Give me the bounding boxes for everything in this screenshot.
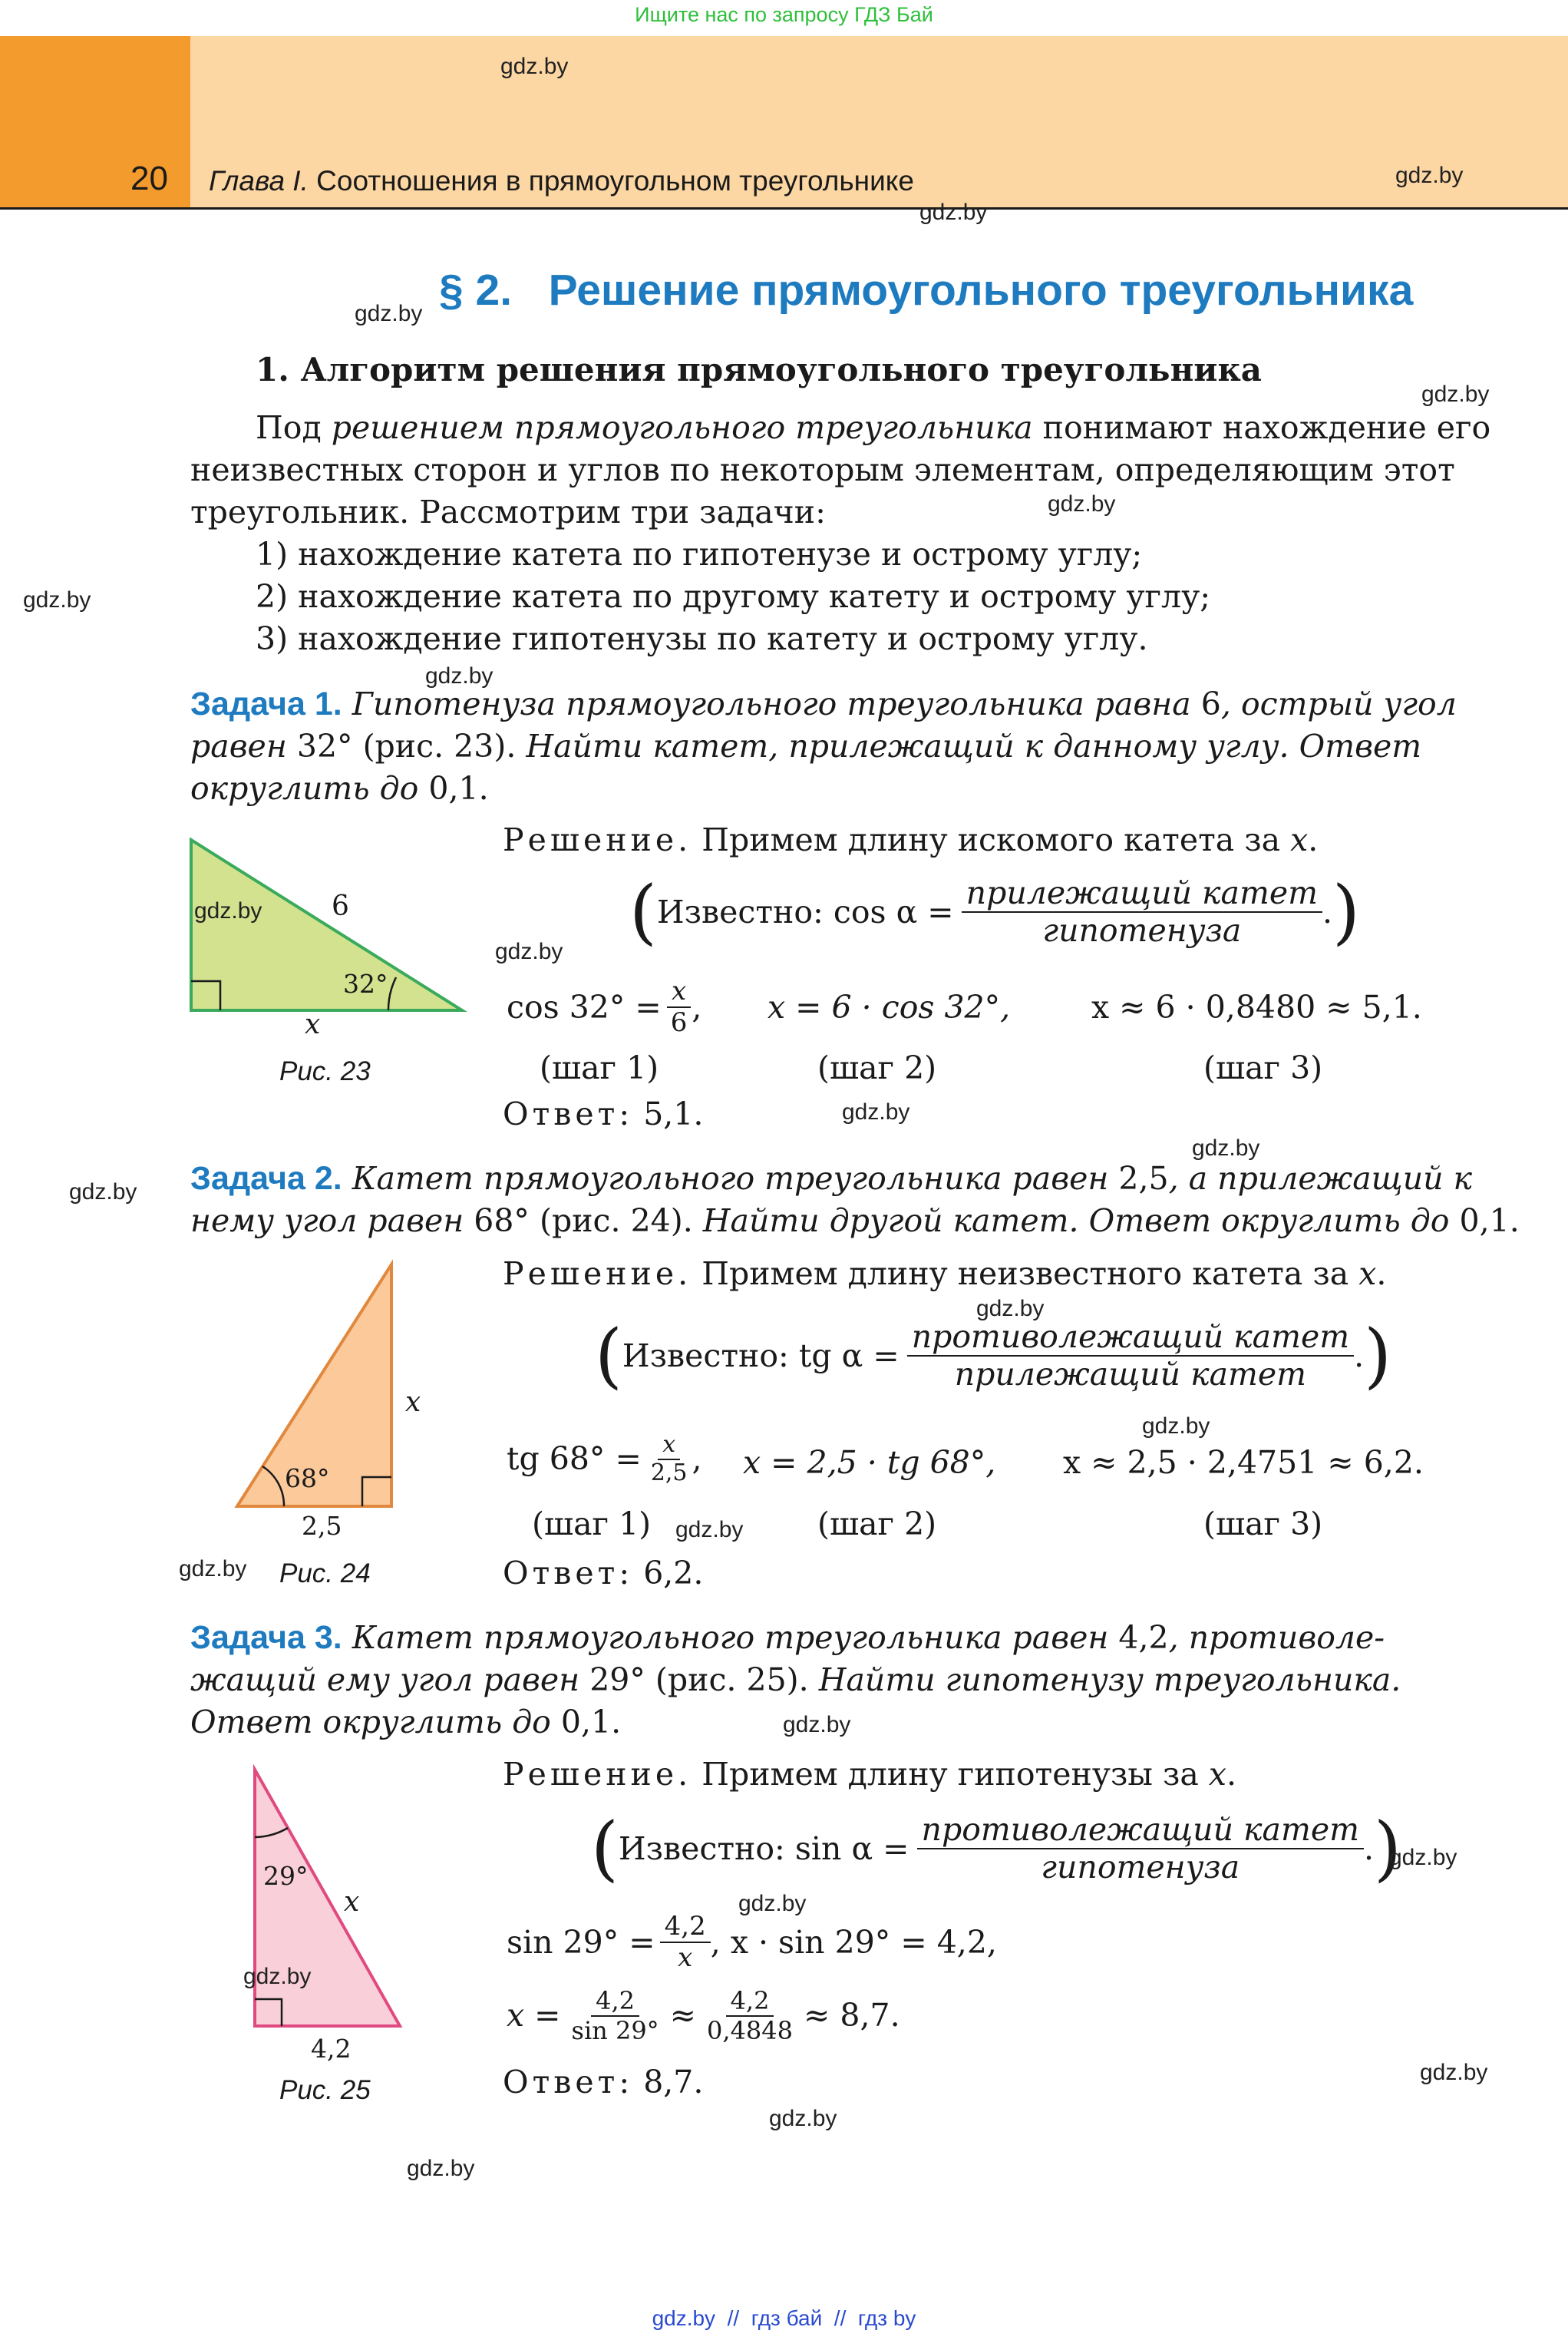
paren-right: ) <box>1332 871 1360 954</box>
task1-eq3: x ≈ 6 · 0,8480 ≈ 5,1. <box>1091 989 1422 1026</box>
fraction-numerator: противолежащий катет <box>917 1812 1364 1849</box>
watermark: gdz.by <box>179 1556 247 1581</box>
answer-value: 6,2. <box>643 1555 704 1591</box>
task2-text: Найти другой катет. Ответ округлить до <box>692 1202 1460 1239</box>
fraction-denominator: гипотенуза <box>1042 912 1242 950</box>
task1-step1: (шаг 1) <box>540 1049 659 1086</box>
watermark: gdz.by <box>69 1179 137 1205</box>
task2-statement <box>190 1158 1520 1242</box>
task3-eq1: sin 29° = $\frac{4,2}{x}$ , x · sin 29° = 4,2, <box>507 1911 997 1974</box>
task1-label: Задача 1. <box>190 686 342 722</box>
fig24-opp-label: x <box>405 1386 421 1418</box>
paren-left: ( <box>595 1314 622 1397</box>
watermark: gdz.by <box>1048 491 1116 517</box>
top-banner: Ищите нас по запросу ГДЗ Бай <box>635 3 933 26</box>
eq2-lhs: x = <box>507 1997 561 2034</box>
watermark: gdz.by <box>1421 382 1490 407</box>
intro-paragraph <box>190 407 1491 660</box>
watermark: gdz.by <box>500 54 569 79</box>
fraction-numerator: 4,2 <box>660 1912 711 1943</box>
fig25-angle-label: 29° <box>263 1861 309 1891</box>
task3-text: Катет прямоугольного треугольника равен <box>352 1619 1119 1656</box>
eq2-result: ≈ 8,7. <box>804 1997 900 2034</box>
list-item: 2) нахождение катета по другому катету и острому углу; <box>256 578 1211 615</box>
watermark: gdz.by <box>495 939 563 964</box>
fig24-angle-label: 68° <box>285 1463 330 1493</box>
known-fraction <box>917 1812 1364 1886</box>
watermark: gdz.by <box>675 1517 744 1542</box>
task2-text: Катет прямоугольного треугольника равен <box>352 1160 1119 1197</box>
task2-eq2: x = 2,5 · tg 68°, <box>743 1444 996 1481</box>
paren-right: ) <box>1374 1807 1401 1890</box>
section-title: Решение прямоугольного треугольника <box>548 266 1414 315</box>
eq1: tg 68° = <box>507 1440 642 1477</box>
watermark: gdz.by <box>919 200 988 225</box>
intro-text: Под <box>256 409 332 446</box>
known-label: Известно: sin α = <box>618 1829 909 1867</box>
task3-answer <box>503 2061 703 2104</box>
watermark: gdz.by <box>842 1099 910 1125</box>
known-label: Известно: tg α = <box>622 1337 900 1374</box>
task1-answer <box>503 1093 703 1135</box>
task2-value: 0,1. <box>1459 1202 1520 1239</box>
task1-text: равен <box>190 728 297 765</box>
intro-term: решением прямоугольного треугольника <box>331 409 1033 446</box>
fig25-hyp-label: x <box>344 1886 360 1918</box>
task2-text: нему угол равен <box>190 1202 474 1239</box>
eq1-fraction <box>666 977 692 1038</box>
section-number: § 2. <box>439 266 513 315</box>
watermark: gdz.by <box>1389 1845 1457 1870</box>
fig24-adj-label: 2,5 <box>302 1511 342 1541</box>
task1-equations: cos 32° = $\frac{x}{6}$ , <box>507 976 702 1039</box>
paren-left: ( <box>591 1807 619 1890</box>
task2-equations: tg 68° = $\frac{x}{2,5}$ , <box>507 1431 702 1486</box>
paren-left: ( <box>629 871 657 954</box>
task3-ref: 29° (рис. 25). <box>589 1661 809 1698</box>
solution-text: Примем длину искомого катета за <box>692 821 1291 858</box>
watermark: gdz.by <box>783 1712 851 1737</box>
watermark: gdz.by <box>1192 1135 1260 1161</box>
task3-text: , противоле- <box>1168 1619 1385 1656</box>
watermark: gdz.by <box>243 1964 312 1989</box>
fraction-denominator: 0,4848 <box>707 2015 793 2045</box>
solution-text: Примем длину гипотенузы за <box>692 1756 1209 1793</box>
task2-text: , а прилежащий к <box>1168 1160 1473 1197</box>
watermark: gdz.by <box>425 663 494 689</box>
task3-eq2 <box>507 1987 900 2045</box>
eq2-fraction-1 <box>567 1987 664 2045</box>
task2-step3: (шаг 3) <box>1203 1505 1323 1542</box>
watermark: gdz.by <box>1142 1413 1210 1439</box>
task3-solution: Решение. Примем длину гипотенузы за x. <box>503 1756 1236 1793</box>
period: . <box>1354 1337 1365 1374</box>
solution-label: Решение. <box>503 821 692 858</box>
task3-label: Задача 3. <box>190 1619 342 1656</box>
task1-text: Найти катет, прилежащий к данному углу. Ответ <box>516 728 1422 765</box>
intro-line-2: неизвестных сторон и углов по некоторым элементам, определяющим этот <box>190 451 1455 488</box>
fig23-angle-label: 32° <box>343 969 388 999</box>
fraction-numerator: прилежащий катет <box>962 875 1322 913</box>
answer-value: 8,7. <box>643 2064 704 2100</box>
fig25-leg-label: 4,2 <box>311 2034 352 2064</box>
fig23-leg-label: x <box>305 1009 321 1040</box>
solution-label: Решение. <box>503 1756 692 1793</box>
intro-line-3: треугольник. Рассмотрим три задачи: <box>190 494 826 530</box>
task2-answer <box>503 1552 703 1595</box>
solution-text: Примем длину неизвестного катета за <box>692 1255 1359 1292</box>
watermark: gdz.by <box>769 2106 837 2131</box>
task1-statement <box>190 683 1457 810</box>
task1-text: Гипотенуза прямоугольного треугольника равна <box>352 686 1201 722</box>
task1-text: округлить до <box>190 770 429 807</box>
task1-value: 6 <box>1200 686 1221 722</box>
fraction-denominator: прилежащий катет <box>954 1356 1307 1393</box>
triangle-green <box>191 840 462 1010</box>
task2-solution: Решение. Примем длину неизвестного катета за x. <box>503 1255 1387 1292</box>
task1-step3: (шаг 3) <box>1203 1049 1323 1086</box>
task2-known <box>595 1314 1392 1397</box>
fraction-denominator: sin 29° <box>571 2015 659 2045</box>
known-fraction <box>907 1319 1354 1393</box>
eq1: sin 29° = <box>507 1923 655 1961</box>
fig23-hyp-label: 6 <box>332 891 349 922</box>
chapter-title: Соотношения в прямоугольном треугольнике <box>316 165 914 197</box>
task2-label: Задача 2. <box>190 1160 342 1197</box>
task3-value: 4,2 <box>1118 1619 1169 1656</box>
paren-right: ) <box>1364 1314 1392 1397</box>
fraction-numerator: 4,2 <box>726 1987 774 2017</box>
answer-label: Ответ: <box>503 1096 634 1132</box>
task3-value: 0,1. <box>560 1704 622 1740</box>
solution-label: Решение. <box>503 1255 692 1292</box>
list-item: 3) нахождение гипотенузы по катету и острому углу. <box>256 620 1148 657</box>
chapter-label: Глава I. <box>209 165 309 197</box>
list-item: 1) нахождение катета по гипотенузе и острому углу; <box>256 536 1143 573</box>
figure-23 <box>184 833 476 1033</box>
watermark: gdz.by <box>738 1891 807 1916</box>
answer-label: Ответ: <box>503 1555 634 1591</box>
task3-text: жащий ему угол равен <box>190 1661 590 1698</box>
period: . <box>1363 1829 1375 1867</box>
solution-var: x <box>1358 1255 1377 1292</box>
answer-value: 5,1. <box>643 1096 704 1132</box>
eq1-fraction <box>646 1432 692 1486</box>
task3-text: Ответ округлить до <box>190 1704 561 1740</box>
fraction-denominator: 6 <box>670 1007 688 1039</box>
fraction-denominator: x <box>678 1942 693 1974</box>
fraction-denominator: 2,5 <box>650 1459 688 1486</box>
task1-text: , острый угол <box>1220 686 1457 722</box>
fraction-numerator: x <box>658 1432 680 1460</box>
task1-known <box>629 871 1360 954</box>
answer-label: Ответ: <box>503 2064 634 2100</box>
watermark: gdz.by <box>1420 2060 1488 2085</box>
task1-ref: 32° (рис. 23). <box>296 728 517 765</box>
fig24-caption: Рис. 24 <box>279 1558 371 1588</box>
watermark: gdz.by <box>976 1296 1045 1321</box>
solution-var: x <box>1208 1756 1226 1793</box>
fig25-caption: Рис. 25 <box>279 2075 371 2105</box>
task2-step1: (шаг 1) <box>532 1505 652 1542</box>
fraction-numerator: противолежащий катет <box>907 1319 1354 1357</box>
eq1: cos 32° = <box>507 988 662 1026</box>
watermark: gdz.by <box>355 301 423 326</box>
fraction-numerator: 4,2 <box>591 1987 639 2017</box>
task2-step2: (шаг 2) <box>817 1505 937 1542</box>
task2-eq3: x ≈ 2,5 · 2,4751 ≈ 6,2. <box>1063 1444 1424 1481</box>
watermark: gdz.by <box>23 587 91 613</box>
solution-var: x <box>1290 821 1309 858</box>
known-fraction <box>962 875 1322 949</box>
approx-sign: ≈ <box>669 1997 697 2034</box>
chapter-heading <box>209 165 914 197</box>
task1-eq2: x = 6 · cos 32°, <box>767 989 1011 1026</box>
task1-value: 0,1. <box>428 770 489 807</box>
task1-step2: (шаг 2) <box>817 1049 937 1086</box>
fraction-numerator: x <box>667 977 691 1008</box>
period: . <box>1322 893 1333 930</box>
figure-25 <box>249 1764 411 2033</box>
known-label: Известно: cos α = <box>656 893 954 930</box>
watermark: gdz.by <box>407 2156 475 2181</box>
subsection-title: 1. Алгоритм решения прямоугольного треугольника <box>256 351 1263 388</box>
section-heading <box>439 265 1413 316</box>
fig23-caption: Рис. 23 <box>279 1056 371 1086</box>
intro-line-1 <box>190 407 1491 449</box>
page-number: 20 <box>130 160 168 197</box>
task3-text: Найти гипотенузу треугольника. <box>808 1661 1401 1698</box>
footer-links: gdz.by // гдз бай // гдз by <box>652 2306 916 2330</box>
watermark: gdz.by <box>194 898 262 924</box>
eq1-fraction <box>660 1912 711 1973</box>
header-rule <box>0 207 1568 210</box>
fraction-denominator: гипотенуза <box>1041 1849 1240 1886</box>
task2-value: 2,5 <box>1118 1160 1169 1197</box>
eq1-rest: x · sin 29° = 4,2, <box>730 1923 997 1961</box>
task3-known <box>591 1807 1401 1890</box>
eq2-fraction-2 <box>702 1987 797 2045</box>
intro-text: понимают нахождение его <box>1032 409 1491 446</box>
task2-ref: 68° (рис. 24). <box>474 1202 693 1239</box>
task1-solution: Решение. Примем длину искомого катета за x. <box>503 821 1319 858</box>
watermark: gdz.by <box>1395 163 1464 188</box>
